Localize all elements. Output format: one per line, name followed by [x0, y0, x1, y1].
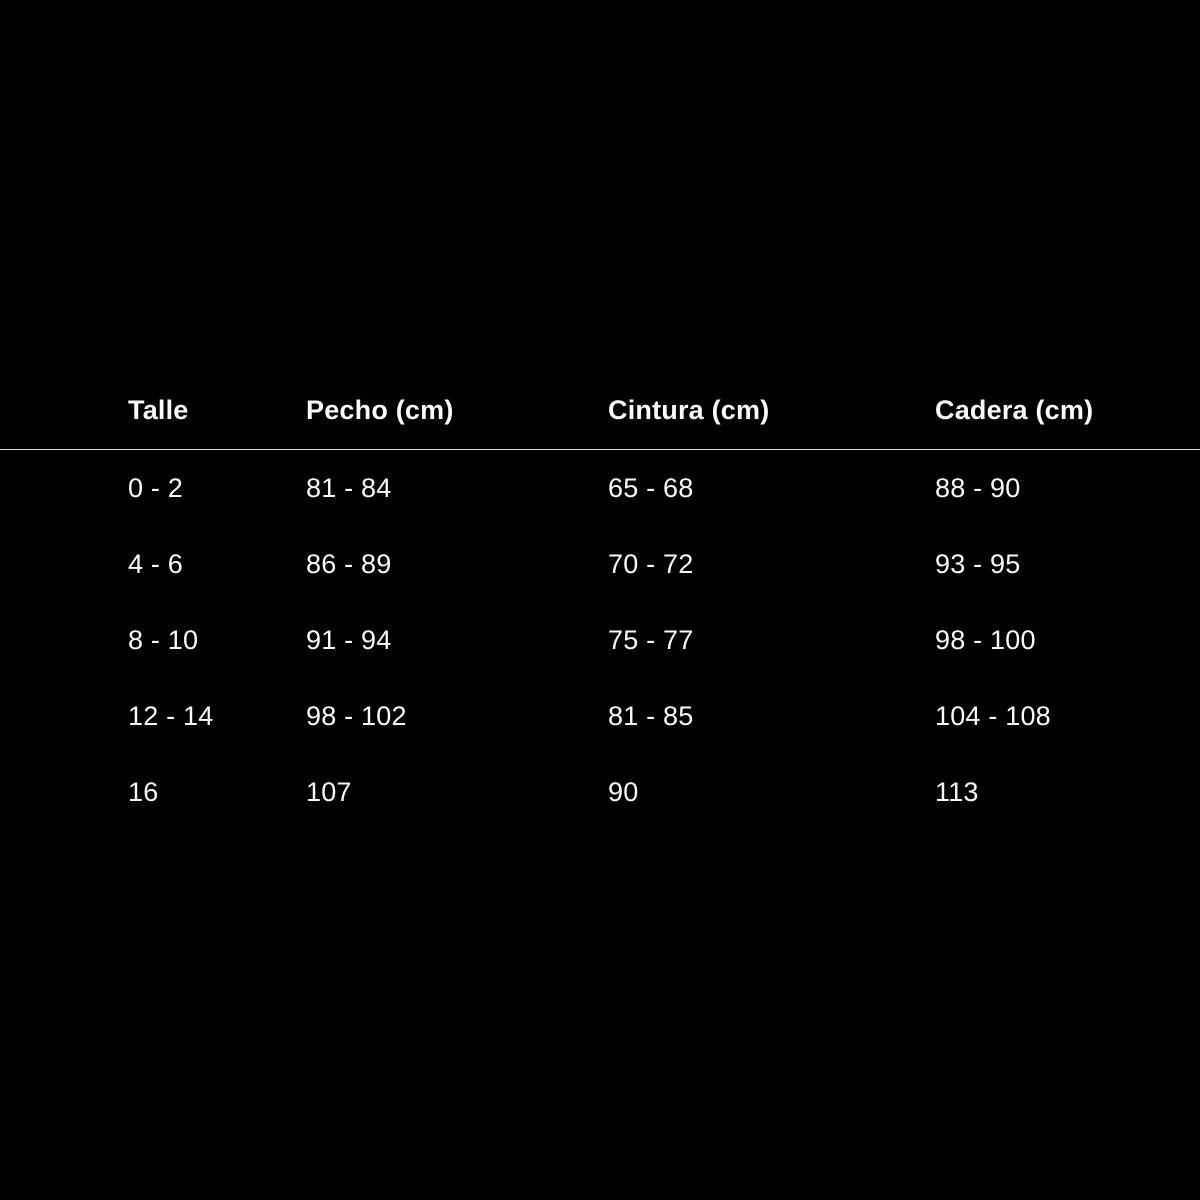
- cell-talle: 12 - 14: [128, 700, 214, 731]
- table-row: [0, 450, 1200, 526]
- table-row: [0, 526, 1200, 602]
- cell-pecho: 86 - 89: [306, 548, 392, 579]
- cell-cintura: 90: [608, 776, 639, 807]
- cell-pecho: 107: [306, 776, 352, 807]
- cell-talle: 8 - 10: [128, 624, 199, 655]
- cell-talle: 0 - 2: [128, 472, 184, 503]
- cell-talle: 4 - 6: [128, 548, 184, 579]
- cell-pecho: 91 - 94: [306, 624, 392, 655]
- cell-cadera: 113: [935, 776, 979, 807]
- table-row: [0, 754, 1200, 830]
- cell-cintura: 65 - 68: [608, 472, 694, 503]
- table-row: [0, 602, 1200, 678]
- column-header-pecho: Pecho (cm): [306, 395, 454, 425]
- cell-pecho: 98 - 102: [306, 700, 407, 731]
- cell-cintura: 81 - 85: [608, 700, 694, 731]
- column-header-cadera: Cadera (cm): [935, 395, 1094, 425]
- cell-pecho: 81 - 84: [306, 472, 392, 503]
- cell-cintura: 75 - 77: [608, 624, 694, 655]
- column-header-cintura: Cintura (cm): [608, 395, 770, 425]
- cell-cadera: 88 - 90: [935, 472, 1021, 503]
- cell-cadera: 98 - 100: [935, 624, 1036, 655]
- cell-cadera: 104 - 108: [935, 700, 1051, 731]
- cell-cintura: 70 - 72: [608, 548, 694, 579]
- column-header-talle: Talle: [128, 395, 189, 425]
- cell-talle: 16: [128, 776, 159, 807]
- table-header-row: [0, 372, 1200, 450]
- table-row: [0, 678, 1200, 754]
- cell-cadera: 93 - 95: [935, 548, 1021, 579]
